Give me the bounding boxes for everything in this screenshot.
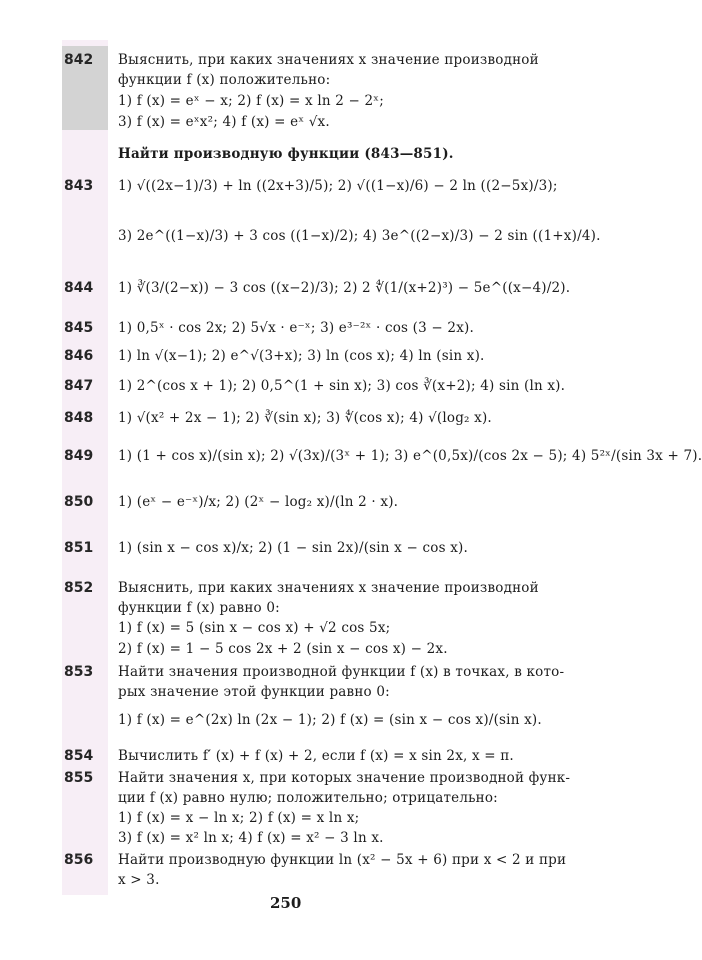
problem-number-850: 850 [64,494,94,510]
p852-line2: функции f (x) равно 0: [118,600,280,616]
p842-line1: Выяснить, при каких значениях x значение производной [118,52,539,68]
p851-line1: 1) (sin x − cos x)/x; 2) (1 − sin 2x)/(sin x − cos x). [118,540,468,556]
problem-number-847: 847 [64,378,94,394]
p842-line2: функции f (x) положительно: [118,72,331,88]
problem-number-852: 852 [64,580,94,596]
p852-line4: 2) f (x) = 1 − 5 cos 2x + 2 (sin x − cos x) − 2x. [118,641,448,657]
problem-number-843: 843 [64,178,94,194]
problem-number-849: 849 [64,448,94,464]
p855-line1: Найти значения x, при которых значение производной функ- [118,770,571,786]
p847-line1: 1) 2^(cos x + 1); 2) 0,5^(1 + sin x); 3) cos ∛(x+2); 4) sin (ln x). [118,378,566,394]
problem-number-856: 856 [64,852,94,868]
p855-line4: 3) f (x) = x² ln x; 4) f (x) = x² − 3 ln x. [118,830,384,846]
p853-line1: Найти значения производной функции f (x) в точках, в кото- [118,664,565,680]
problem-number-846: 846 [64,348,94,364]
problem-number-855: 855 [64,770,94,786]
p853-line2: рых значение этой функции равно 0: [118,684,390,700]
problem-number-margin [62,40,108,895]
p852-line1: Выяснить, при каких значениях x значение производной [118,580,539,596]
p852-line3: 1) f (x) = 5 (sin x − cos x) + √2 cos 5x; [118,620,391,636]
section-heading: Найти производную функции (843—851). [118,146,454,162]
p855-line3: 1) f (x) = x − ln x; 2) f (x) = x ln x; [118,810,360,826]
p850-line1: 1) (eˣ − e⁻ˣ)/x; 2) (2ˣ − log₂ x)/(ln 2 · x). [118,494,399,510]
p849-line1: 1) (1 + cos x)/(sin x); 2) √(3x)/(3ˣ + 1); 3) e^(0,5x)/(cos 2x − 5); 4) 5²ˣ/(sin 3x + 7). [118,448,702,464]
problem-number-842: 842 [64,52,94,68]
p843-line1: 1) √((2x−1)/3) + ln ((2x+3)/5); 2) √((1−x)/6) − 2 ln ((2−5x)/3); [118,178,558,194]
problem-number-854: 854 [64,748,94,764]
p845-line1: 1) 0,5ˣ · cos 2x; 2) 5√x · e⁻ˣ; 3) e³⁻²ˣ · cos (3 − 2x). [118,320,474,336]
p855-line2: ции f (x) равно нулю; положительно; отрицательно: [118,790,498,806]
p853-line3: 1) f (x) = e^(2x) ln (2x − 1); 2) f (x) = (sin x − cos x)/(sin x). [118,712,542,728]
problem-number-853: 853 [64,664,94,680]
problem-number-845: 845 [64,320,94,336]
problem-number-844: 844 [64,280,94,296]
problem-number-851: 851 [64,540,94,556]
page-number: 250 [270,894,302,912]
p846-line1: 1) ln √(x−1); 2) e^√(3+x); 3) ln (cos x); 4) ln (sin x). [118,348,485,364]
p856-line2: x > 3. [118,872,160,888]
p844-line1: 1) ∛(3/(2−x)) − 3 cos ((x−2)/3); 2) 2 ∜(1/(x+2)³) − 5e^((x−4)/2). [118,280,571,296]
p854-line1: Вычислить f′ (x) + f (x) + 2, если f (x) = x sin 2x, x = π. [118,748,514,764]
p843-line2: 3) 2e^((1−x)/3) + 3 cos ((1−x)/2); 4) 3e^((2−x)/3) − 2 sin ((1+x)/4). [118,228,601,244]
p842-line3: 1) f (x) = eˣ − x; 2) f (x) = x ln 2 − 2ˣ; [118,93,384,109]
p856-line1: Найти производную функции ln (x² − 5x + 6) при x < 2 и при [118,852,567,868]
problem-number-848: 848 [64,410,94,426]
p848-line1: 1) √(x² + 2x − 1); 2) ∛(sin x); 3) ∜(cos x); 4) √(log₂ x). [118,410,492,426]
p842-line4: 3) f (x) = eˣx²; 4) f (x) = eˣ √x. [118,114,330,130]
